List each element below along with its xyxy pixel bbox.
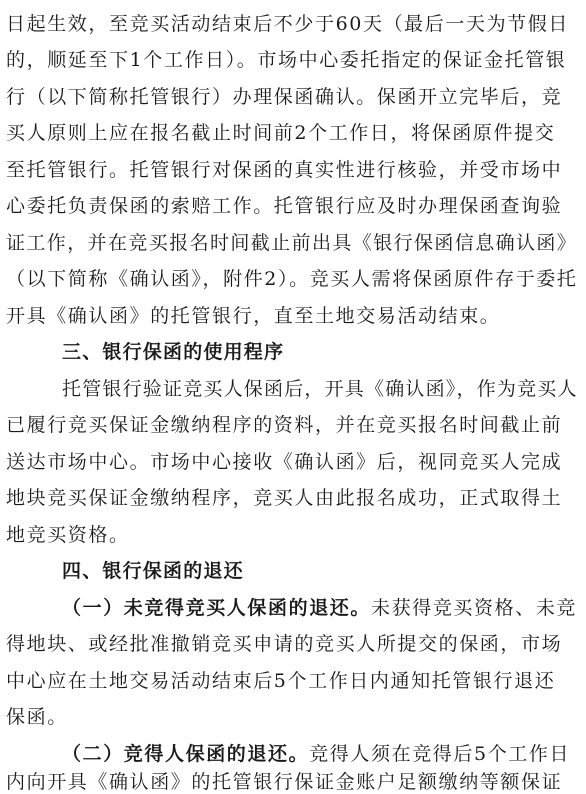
paragraph-line: 心委托负责保函的索赔工作。托管银行应及时办理保函查询验 [6,195,563,217]
paragraph-line: 保函。 [6,706,68,728]
paragraph-line: 行（以下简称托管银行）办理保函确认。保函开立完毕后，竞 [6,86,563,108]
paragraph-line: 地竞买资格。 [6,524,130,546]
paragraph-line: 已履行竞买保证金缴纳程序的资料，并在竞买报名时间截止前 [6,414,563,436]
subsection-title: （二）竞得人保函的退还。 [62,743,310,765]
subsection-text: 未获得竞买资格、未竞 [371,597,578,619]
paragraph-line: 地块竞买保证金缴纳程序，竞买人由此报名成功，正式取得土 [6,487,563,509]
paragraph-line: 中心应在土地交易活动结束后5个工作日内通知托管银行退还 [6,670,556,692]
paragraph-line: 托管银行验证竞买人保函后，开具《确认函》，作为竞买人 [62,378,578,400]
paragraph-line: （以下简称《确认函》，附件2）。竞买人需将保函原件存于委托 [6,268,578,290]
paragraph-line: 买人原则上应在报名截止时间前2个工作日，将保函原件提交 [6,122,556,144]
paragraph-line: 内向开具《确认函》的托管银行保证金账户足额缴纳等额保证 [6,771,563,793]
paragraph-line: 得地块、或经批准撤销竞买申请的竞买人所提交的保函，市场 [6,633,563,655]
paragraph-line: 日起生效，至竞买活动结束后不少于60天（最后一天为节假日 [6,13,569,35]
subsection-text: 竞得人须在竞得后5个工作日 [309,743,571,765]
paragraph-line: 的，顺延至下1个工作日）。市场中心委托指定的保证金托管银 [6,49,567,71]
subsection-first-line [62,742,570,766]
paragraph-line: 开具《确认函》的托管银行，直至土地交易活动结束。 [6,305,501,327]
subsection-title: （一）未竞得竞买人保函的退还。 [62,597,372,619]
section-heading: 三、银行保函的使用程序 [62,341,285,363]
paragraph-line: 至托管银行。托管银行对保函的真实性进行核验，并受市场中 [6,159,563,181]
paragraph-line: 证工作，并在竞买报名时间截止前出具《银行保函信息确认函》 [6,232,578,254]
section-heading: 四、银行保函的退还 [62,560,244,582]
paragraph-line: 送达市场中心。市场中心接收《确认函》后，视同竞买人完成 [6,451,563,473]
subsection-first-line [62,596,577,620]
